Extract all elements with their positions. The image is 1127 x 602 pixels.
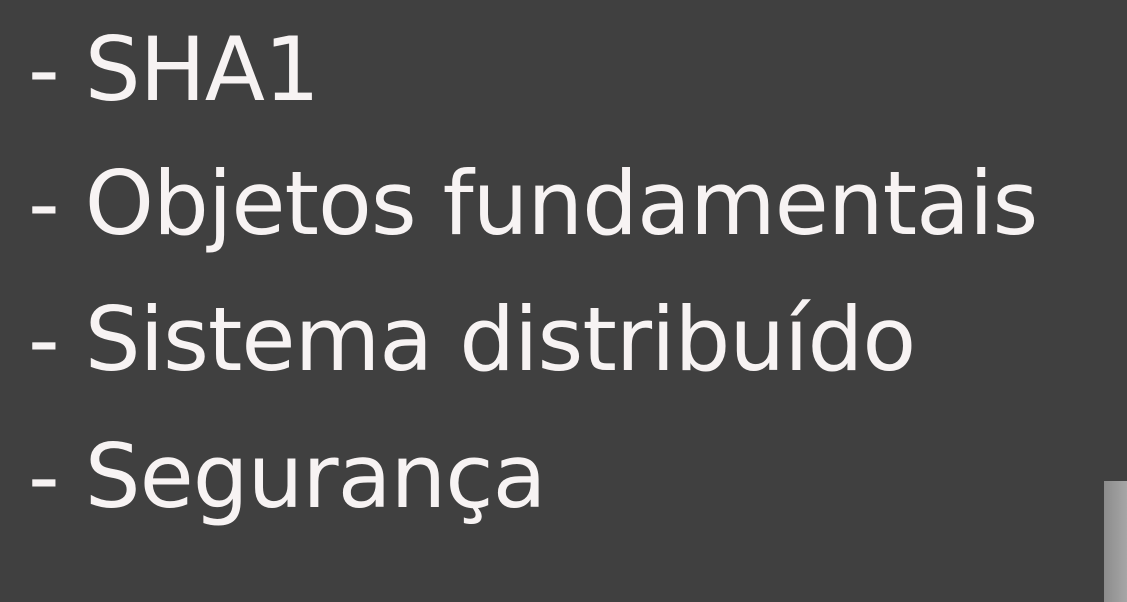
bullet-text: Segurança (84, 425, 546, 528)
bullet-text: Objetos fundamentais (84, 152, 1038, 255)
bullet-dash: - (28, 152, 59, 255)
bullet-text: SHA1 (84, 18, 319, 121)
bullet-item-sistema-distribuido (28, 288, 916, 391)
bullet-item-sha1 (28, 18, 319, 121)
bullet-text: Sistema distribuído (84, 288, 916, 391)
bullet-dash: - (28, 425, 59, 528)
edge-bar (1104, 481, 1127, 602)
bullet-item-objetos-fundamentais (28, 152, 1038, 255)
bullet-dash: - (28, 288, 59, 391)
bullet-item-seguranca (28, 425, 546, 528)
bullet-dash: - (28, 18, 59, 121)
